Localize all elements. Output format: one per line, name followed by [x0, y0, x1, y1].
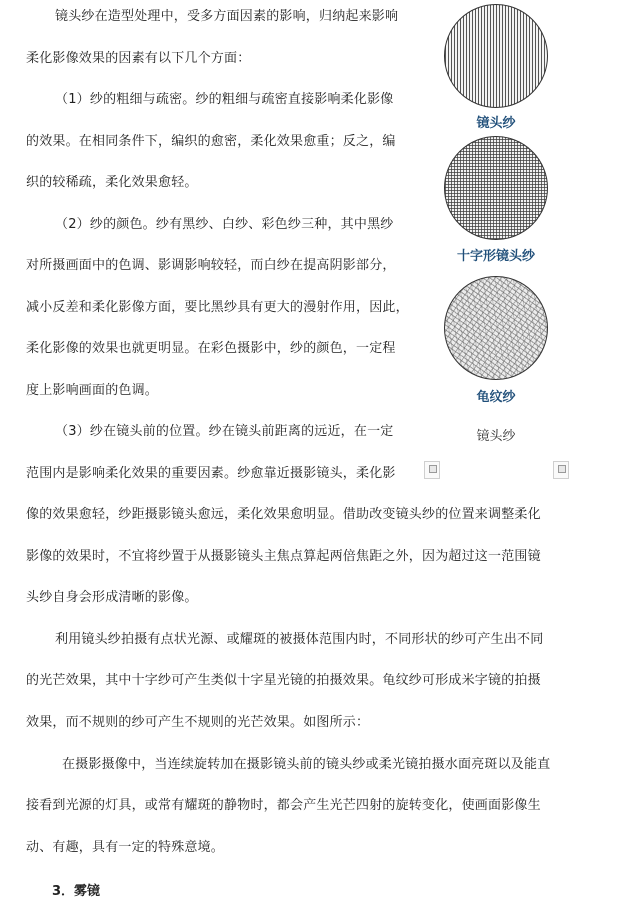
figure-caption: 龟纹纱 — [476, 390, 516, 405]
item1-line: 织的较稀疏，柔化效果愈轻。 — [26, 175, 198, 190]
grid-pattern-icon — [444, 136, 548, 240]
item2-line: 柔化影像的效果也就更明显。在彩色摄影中，纱的颜色，一定程 — [26, 341, 396, 356]
item1-line: （1）纱的粗细与疏密。纱的粗细与疏密直接影响柔化影像 — [55, 92, 394, 107]
item3-line: （3）纱在镜头前的位置。纱在镜头前距离的远近，在一定 — [55, 424, 394, 439]
broken-image-icon — [553, 461, 569, 479]
item2-line: 减小反差和柔化影像方面，要比黑纱具有更大的漫射作用，因此， — [26, 300, 409, 315]
item1-line: 的效果。在相同条件下，编织的愈密，柔化效果愈重；反之，编 — [26, 134, 396, 149]
item2-line: 对所摄画面中的色调、影调影响较轻，而白纱在提高阴影部分， — [26, 258, 396, 273]
rotate-paragraph-line: 在摄影摄像中，当连续旋转加在摄影镜头前的镜头纱或柔光镜拍摄水面亮斑以及能直 — [62, 757, 551, 772]
item2-line: （2）纱的颜色。纱有黑纱、白纱、彩色纱三种，其中黑纱 — [55, 217, 394, 232]
section-heading: 3．雾镜 — [52, 884, 101, 899]
item3-line: 像的效果愈轻，纱距摄影镜头愈远，柔化效果愈明显。借助改变镜头纱的位置来调整柔化 — [26, 507, 541, 522]
item3-line: 影像的效果时，不宜将纱置于从摄影镜头主焦点算起两倍焦距之外，因为超过这一范围镜 — [26, 549, 541, 564]
broken-image-icon — [424, 461, 440, 479]
figure-plain-caption: 镜头纱 — [476, 429, 516, 444]
item2-line: 度上影响画面的色调。 — [26, 383, 159, 398]
paragraph-line: 镜头纱在造型处理中，受多方面因素的影响，归纳起来影响 — [55, 9, 399, 24]
crackle-pattern-icon — [444, 276, 548, 380]
rotate-paragraph-line: 动、有趣，具有一定的特殊意境。 — [26, 840, 225, 855]
item3-line: 头纱自身会形成清晰的影像。 — [26, 590, 198, 605]
figure-caption: 镜头纱 — [476, 116, 516, 131]
paragraph-line: 柔化影像效果的因素有以下几个方面： — [26, 51, 251, 66]
vertical-lines-pattern-icon — [444, 4, 548, 108]
rotate-paragraph-line: 接看到光源的灯具，或常有耀斑的静物时，都会产生光芒四射的旋转变化，使画面影像生 — [26, 798, 541, 813]
star-paragraph-line: 的光芒效果，其中十字纱可产生类似十字星光镜的拍摄效果。龟纹纱可形成米字镜的拍摄 — [26, 673, 541, 688]
star-paragraph-line: 利用镜头纱拍摄有点状光源、或耀斑的被摄体范围内时，不同形状的纱可产生出不同 — [55, 632, 544, 647]
item3-line: 范围内是影响柔化效果的重要因素。纱愈靠近摄影镜头，柔化影 — [26, 466, 396, 481]
star-paragraph-line: 效果，而不规则的纱可产生不规则的光芒效果。如图所示： — [26, 715, 370, 730]
figure-caption: 十字形镜头纱 — [456, 249, 535, 264]
